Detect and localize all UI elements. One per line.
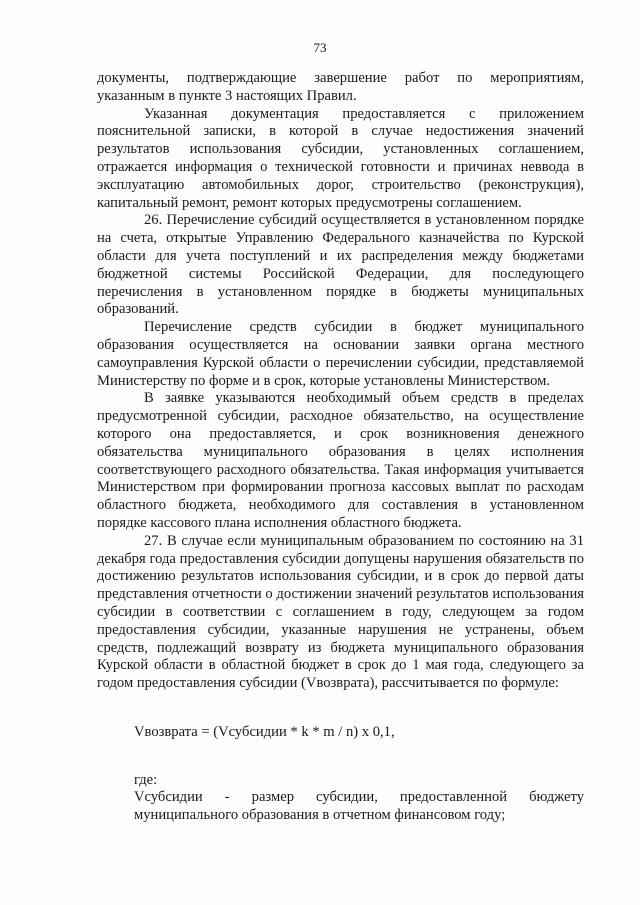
paragraph-item-27: 27. В случае если муниципальным образованием по состоянию на 31 декабря года предоставления субсидии допущены нарушения обязательств по достижению результатов использования субсидии, и в срок до первой даты представления отчетности о достижении значений результатов использования субсидии в соответствии с соглашением в году, следующем за годом предоставления субсидии, указанные нарушения не устранены, объем средств, подлежащий возврату из бюджета муниципального образования Курской области в областной бюджет в срок до 1 мая года, следующего за годом предоставления субсидии (Vвозврата), рассчитывается по формуле: [97,532,584,692]
paragraph-documentation: Указанная документация предоставляется с приложением пояснительной записки, в которой в случае недостижения значений результатов использования субсидии, установленных соглашением, отражается информация о технической готовности и причинах неввода в эксплуатацию автомобильных дорог, строительство (реконструкция), капитальный ремонт, ремонт которых предусмотрены соглашением. [97,105,584,211]
page-number: 73 [313,40,327,55]
document-body [97,70,584,825]
formula: Vвозврата = (Vсубсидии * k * m / n) x 0,1, [134,723,395,740]
paragraph-transfer: Перечисление средств субсидии в бюджет муниципального образования осуществляется на основании заявки органа местного самоуправления Курской области о перечислении субсидии, представляемой Министерству по форме и в срок, которые установлены Министерством. [97,319,584,389]
where-label: где: [134,771,158,788]
paragraph-application: В заявке указываются необходимый объем средств в пределах предусмотренной субсидии, расходное обязательство, на осуществление которого она предоставляется, и срок возникновения денежного обязательства муниципального образования в целях исполнения соответствующего расходного обязательства. Такая информация учитывается Министерством при формировании прогноза кассовых выплат по расходам областного бюджета, необходимого для составления в установленном порядке кассового плана исполнения областного бюджета. [97,390,584,531]
paragraph-continuation: документы, подтверждающие завершение работ по мероприятиям, указанным в пункте 3 настоящих Правил. [97,70,584,104]
paragraph-item-26: 26. Перечисление субсидий осуществляется в установленном порядке на счета, открытые Управлению Федерального казначейства по Курской области для учета поступлений и их распределения между бюджетами бюджетной системы Российской Федерации, для последующего перечисления в установленном порядке в бюджеты муниципальных образований. [97,212,584,318]
definition-vsubsidy: Vсубсидии - размер субсидии, предоставленной бюджету муниципального образования в отчетном финансовом году; [134,789,584,824]
